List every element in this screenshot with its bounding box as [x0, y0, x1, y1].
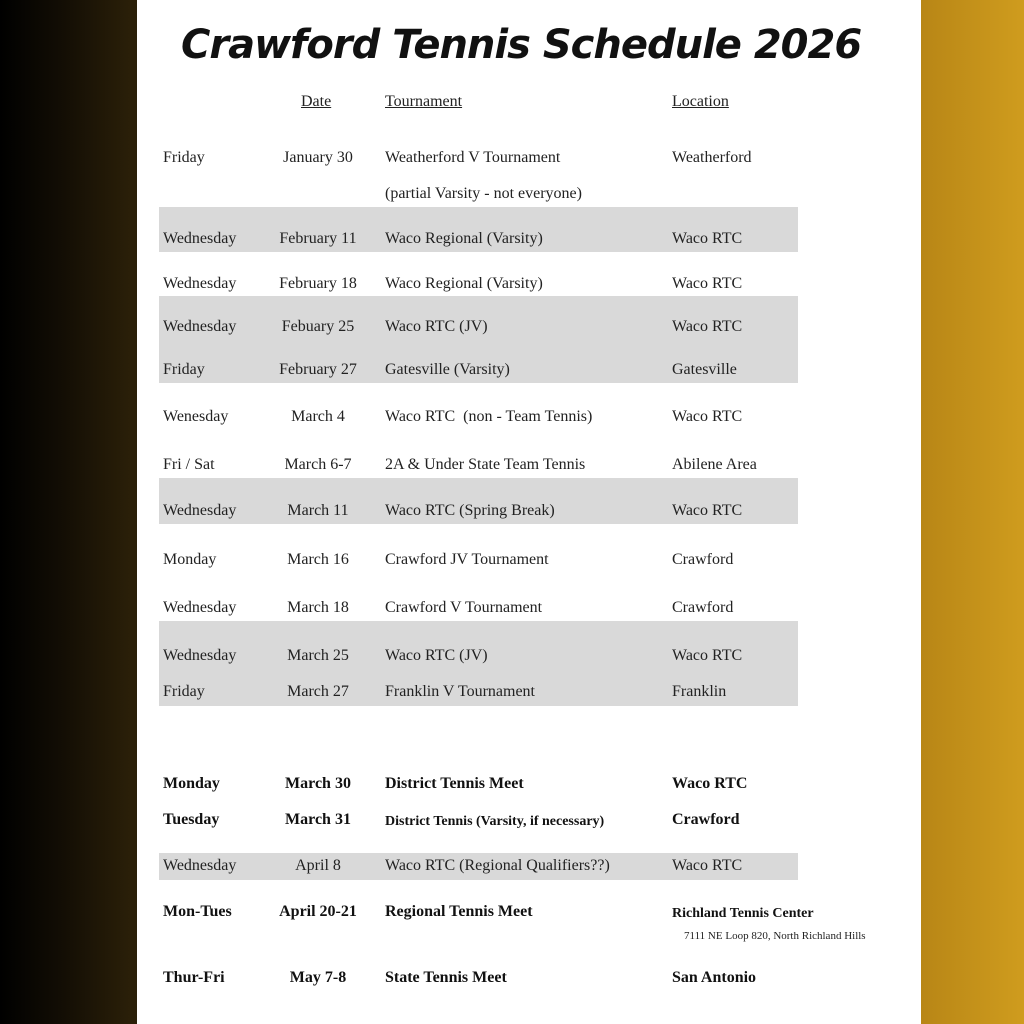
row-day: Wenesday — [163, 408, 229, 425]
row-location: Franklin — [672, 683, 727, 700]
row-date: March 6-7 — [284, 456, 352, 473]
page-title: Crawford Tennis Schedule 2026 — [181, 22, 862, 68]
row-date: January 30 — [283, 149, 353, 166]
row-tournament: Gatesville (Varsity) — [385, 361, 510, 378]
row-tournament: Weatherford V Tournament — [385, 149, 561, 166]
row-date: February 18 — [279, 275, 357, 292]
row-tournament: Waco RTC (JV) — [385, 647, 488, 664]
row-location: Waco RTC — [672, 857, 743, 874]
row-location: Crawford — [672, 811, 740, 828]
row-tournament-note: (partial Varsity - not everyone) — [385, 185, 582, 202]
row-date: March 4 — [291, 408, 345, 425]
row-tournament: 2A & Under State Team Tennis — [385, 456, 586, 473]
row-date: March 11 — [287, 502, 349, 519]
row-location: Crawford — [672, 551, 734, 568]
row-date: March 30 — [285, 775, 351, 792]
row-tournament: Regional Tennis Meet — [385, 903, 533, 920]
row-day: Wednesday — [163, 318, 237, 335]
row-tournament: Crawford V Tournament — [385, 599, 543, 616]
row-day: Wednesday — [163, 857, 237, 874]
row-location: Waco RTC — [672, 275, 743, 292]
row-date: April 8 — [295, 857, 341, 874]
row-day: Monday — [163, 551, 217, 568]
row-date: February 27 — [279, 361, 357, 378]
row-date: March 25 — [287, 647, 349, 664]
row-location: Waco RTC — [672, 775, 748, 792]
row-day: Wednesday — [163, 647, 237, 664]
row-day: Wednesday — [163, 502, 237, 519]
row-location: Crawford — [672, 599, 734, 616]
row-location: Weatherford — [672, 149, 752, 166]
row-day: Mon-Tues — [163, 903, 232, 920]
row-location: Waco RTC — [672, 647, 743, 664]
header-tournament: Tournament — [385, 93, 463, 110]
row-day: Friday — [163, 683, 205, 700]
row-tournament: Waco Regional (Varsity) — [385, 230, 543, 247]
row-day: Wednesday — [163, 599, 237, 616]
schedule-page — [137, 0, 921, 1024]
row-date: March 31 — [285, 811, 351, 828]
row-tournament: Waco RTC (Spring Break) — [385, 502, 555, 519]
row-date: March 18 — [287, 599, 349, 616]
row-day: Fri / Sat — [163, 456, 215, 473]
row-tournament: District Tennis Meet — [385, 775, 524, 792]
row-day: Wednesday — [163, 275, 237, 292]
header-location: Location — [672, 93, 729, 110]
row-tournament: Crawford JV Tournament — [385, 551, 549, 568]
row-location: Waco RTC — [672, 502, 743, 519]
row-location: Richland Tennis Center — [672, 906, 814, 921]
row-location: Waco RTC — [672, 408, 743, 425]
row-date: March 16 — [287, 551, 349, 568]
row-location: Waco RTC — [672, 318, 743, 335]
row-date: February 11 — [279, 230, 357, 247]
row-location: Gatesville — [672, 361, 737, 378]
row-tournament: Franklin V Tournament — [385, 683, 535, 700]
row-day: Tuesday — [163, 811, 220, 828]
row-date: April 20-21 — [279, 903, 357, 920]
header-date: Date — [301, 93, 332, 110]
row-date: May 7-8 — [289, 969, 347, 986]
row-tournament: Waco Regional (Varsity) — [385, 275, 543, 292]
row-location-address: 7111 NE Loop 820, North Richland Hills — [684, 930, 866, 942]
row-date: Febuary 25 — [281, 318, 355, 335]
row-day: Friday — [163, 149, 205, 166]
row-day: Friday — [163, 361, 205, 378]
row-location: Abilene Area — [672, 456, 757, 473]
row-location: Waco RTC — [672, 230, 743, 247]
row-tournament: Waco RTC (JV) — [385, 318, 488, 335]
row-day: Thur-Fri — [163, 969, 225, 986]
row-date: March 27 — [287, 683, 349, 700]
row-day: Monday — [163, 775, 220, 792]
row-tournament: Waco RTC (Regional Qualifiers??) — [385, 857, 610, 874]
row-tournament: Waco RTC (non - Team Tennis) — [385, 408, 593, 425]
row-tournament: District Tennis (Varsity, if necessary) — [385, 814, 605, 829]
row-day: Wednesday — [163, 230, 237, 247]
row-location: San Antonio — [672, 969, 757, 986]
row-tournament: State Tennis Meet — [385, 969, 507, 986]
